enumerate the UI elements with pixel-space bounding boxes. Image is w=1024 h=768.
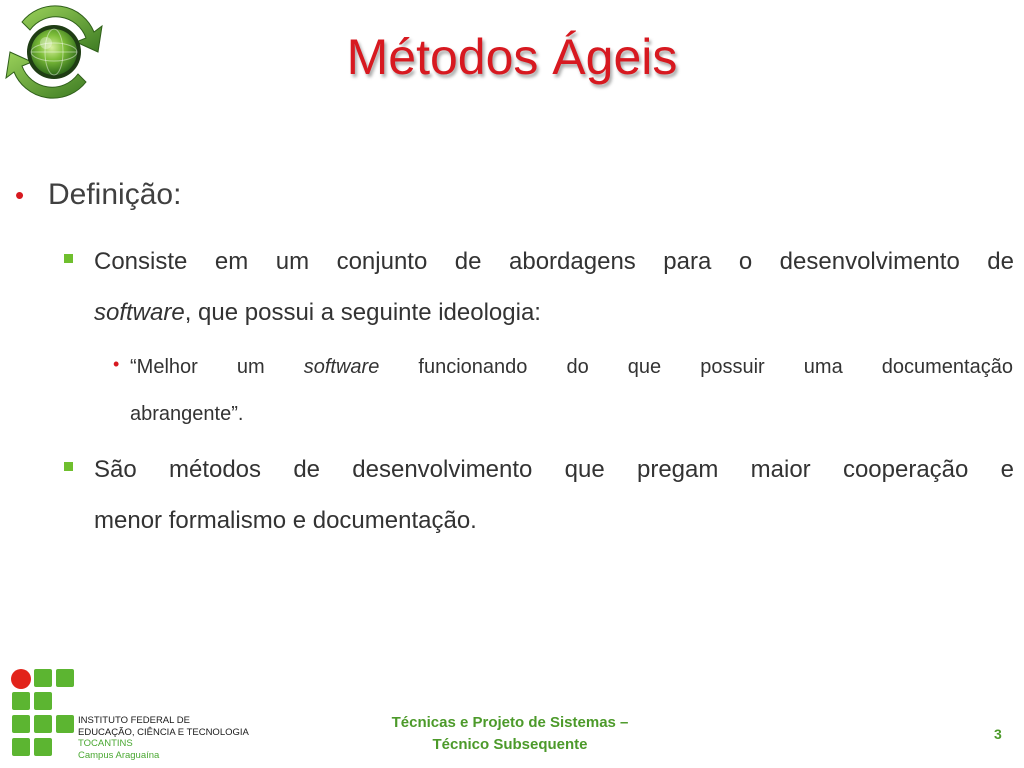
software-emphasis: software	[94, 299, 185, 326]
quote-line1	[130, 344, 1013, 391]
course-line1: Técnicas e Projeto de Sistemas –	[391, 714, 629, 731]
quote-part2: funcionando do que possuir uma documentação	[418, 356, 1013, 378]
quote-line2: abrangente”.	[130, 403, 244, 425]
course-line2: Técnico Subsequente	[432, 736, 588, 753]
institution-line1: INSTITUTO FEDERAL DE	[78, 715, 190, 726]
sub-bullet-sao-line2: menor formalismo e documentação.	[94, 507, 477, 534]
sub-bullet-consiste	[94, 236, 1014, 338]
sub-bullet-consiste-line1: Consiste em um conjunto de abordagens para o desenvolvimento de	[94, 248, 1014, 275]
square-bullet-icon	[64, 254, 73, 263]
page-number: 3	[994, 726, 1002, 742]
sub-bullet-sao-line1: São métodos de desenvolvimento que pregam maior cooperação e	[94, 456, 1014, 483]
institution-name	[78, 715, 249, 761]
small-bullet-dot-icon: •	[113, 354, 120, 374]
ifto-logo-icon	[10, 668, 76, 762]
sub-sub-bullet-quote	[130, 344, 1013, 438]
square-bullet-icon	[64, 462, 73, 471]
institution-line2: EDUCAÇÃO, CIÊNCIA E TECNOLOGIA	[78, 726, 249, 738]
quote-part1: “Melhor um	[130, 356, 265, 378]
sub-bullet-consiste-line2	[94, 287, 1014, 338]
sub-bullet-consiste-line2-rest: , que possui a seguinte ideologia:	[184, 299, 541, 326]
bullet-dot-icon: •	[15, 180, 25, 210]
institution-line3: TOCANTINS	[78, 738, 133, 749]
quote-software-emphasis: software	[303, 356, 380, 378]
course-name	[350, 712, 670, 756]
slide-title: Métodos Ágeis	[346, 29, 678, 85]
sub-bullet-sao-metodos	[94, 444, 1014, 546]
institution-line4: Campus Araguaína	[78, 749, 160, 761]
bullet-definition: Definição:	[48, 178, 182, 211]
